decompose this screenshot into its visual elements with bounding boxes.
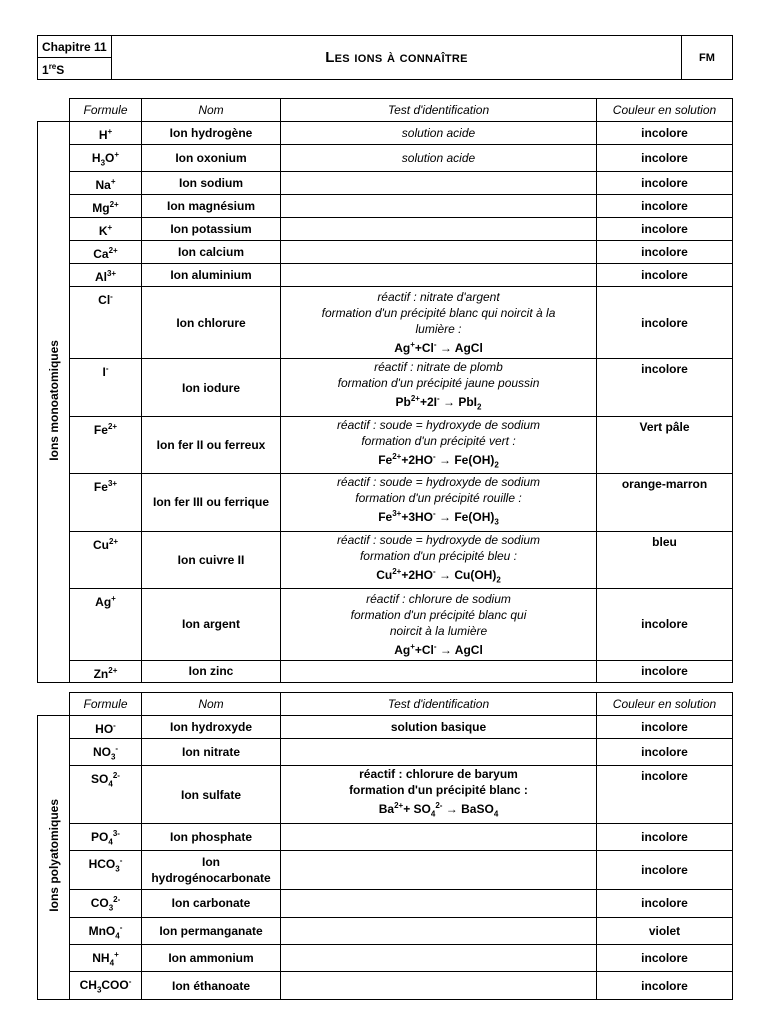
ion-name: Ion zinc [142,660,281,682]
ion-name: Ion éthanoate [142,972,281,999]
ion-name: Ion fer III ou ferrique [142,474,281,531]
solution-color: incolore [597,851,733,890]
test-line: formation d'un précipité jaune poussin [337,376,540,391]
ion-name: Ion fer II ou ferreux [142,416,281,473]
identification-test [281,716,597,739]
group-label-text: Ions monoatomiques [46,339,61,461]
test-line: formation d'un précipité rouille : [355,491,522,506]
ion-formula: $Ca^{2+}$ [70,241,142,264]
solution-color: incolore [597,739,733,766]
class-level-sup: re [48,62,57,71]
table-header-row [38,99,733,122]
header-corner [38,693,70,716]
test-line: $Fe^{2+}+2HO^- \to Fe(OH)_2$ [378,451,499,470]
identification-test [281,944,597,971]
solution-color: bleu [597,531,733,588]
test-line: solution basique [390,720,487,734]
table-row [38,972,733,999]
identification-test [281,890,597,917]
ion-formula: $SO_4^{2-}$ [70,766,142,823]
ion-name: Ion aluminium [142,264,281,287]
ion-name: Ion ammonium [142,944,281,971]
test-line: réactif : chlorure de baryum [359,767,518,782]
ion-name: Ion hydroxyde [142,716,281,739]
ion-name: Ion potassium [142,218,281,241]
ion-formula: H+ [70,122,142,145]
table-row [38,890,733,917]
ion-formula: Na+ [70,172,142,195]
identification-test [281,145,597,172]
solution-color: incolore [597,716,733,739]
identification-test [281,851,597,890]
ion-name: Ion hydrogène [142,122,281,145]
identification-test [281,287,597,359]
table-row [38,716,733,739]
test-line: formation d'un précipité blanc qui [350,607,527,622]
ion-formula: $HCO_3^-$ [70,851,142,890]
page-title [112,36,682,80]
solution-color: incolore [597,264,733,287]
test-line: réactif : soude = hydroxyde de sodium [336,532,541,547]
solution-color: incolore [597,172,733,195]
ion-formula: $Mg^{2+}$ [70,195,142,218]
table-row [38,766,733,823]
test-line: Ag++Cl- → AgCl [394,641,483,657]
test-line: $Cu^{2+}+2HO^- \to Cu(OH)_2$ [376,566,501,584]
solution-color: incolore [597,122,733,145]
column-header-color: Couleur en solution [597,99,733,122]
table-row [38,195,733,218]
ion-name: Ion oxonium [142,145,281,172]
identification-test [281,588,597,660]
chapter-label: Chapitre 11 [38,36,112,58]
table-row [38,416,733,473]
solution-color: incolore [597,287,733,359]
test-line: noircit à la lumière [389,623,488,638]
table-row [38,739,733,766]
test-line: réactif : soude = hydroxyde de sodium [336,417,541,432]
table-row [38,474,733,531]
identification-test [281,531,597,588]
table-row [38,218,733,241]
ion-formula: $CO_3^{2-}$ [70,890,142,917]
test-line: formation d'un précipité vert : [361,433,516,448]
solution-color: incolore [597,588,733,660]
table-row [38,264,733,287]
table-header-row [38,693,733,716]
table-row [38,823,733,850]
group-label [38,122,70,683]
identification-test [281,218,597,241]
table-row [38,660,733,682]
test-line: réactif : soude = hydroxyde de sodium [336,475,541,490]
ion-formula: $Al^{3+}$ [70,264,142,287]
ion-formula: $Zn^{2+}$ [70,660,142,682]
identification-test [281,241,597,264]
class-level-suffix: S [56,63,65,77]
identification-test [281,172,597,195]
class-level [38,58,112,80]
identification-test [281,264,597,287]
table-row [38,145,733,172]
ion-formula: HO- [70,716,142,739]
column-header-name: Nom [142,693,281,716]
solution-color: incolore [597,972,733,999]
identification-test [281,917,597,944]
table-row [38,172,733,195]
identification-test [281,823,597,850]
ion-name: Ion cuivre II [142,531,281,588]
test-line: $Ba^{2+}+ SO_4^{2-}$ → BaSO$_4$ [378,801,499,819]
test-line: $Fe^{3+}+3HO^- \to Fe(OH)_3$ [378,509,499,527]
identification-test [281,195,597,218]
page-title-text: Les ions à connaître [325,48,468,66]
ion-name: Ion argent [142,588,281,660]
test-line: réactif : nitrate d'argent [377,290,500,305]
monoatomic-ions-table [37,98,733,683]
ion-name: Ion phosphate [142,823,281,850]
column-header-test: Test d'identification [281,99,597,122]
solution-color: incolore [597,218,733,241]
ion-formula: $NH_4^+$ [70,944,142,971]
ion-formula: MnO$_4$- [70,917,142,944]
table-row [38,359,733,416]
solution-color: incolore [597,944,733,971]
test-line: solution acide [401,151,476,166]
solution-color: incolore [597,241,733,264]
header-corner [38,99,70,122]
test-line: réactif : nitrate de plomb [374,360,503,375]
test-line: Ag++Cl- → AgCl [394,340,483,356]
table-row [38,531,733,588]
ion-formula: $Fe^{2+}$ [70,416,142,473]
identification-test [281,766,597,823]
ion-formula: $CH_3COO^-$ [70,972,142,999]
identification-test [281,416,597,473]
ion-name: Ion sodium [142,172,281,195]
identification-test [281,122,597,145]
test-line: réactif : chlorure de sodium [366,591,511,606]
solution-color: violet [597,917,733,944]
ion-formula: $H_3O^+$ [70,145,142,172]
polyatomic-ions-table [37,692,733,1000]
table-row [38,851,733,890]
group-label-text: Ions polyatomiques [46,799,61,912]
table-row [38,917,733,944]
column-header-name: Nom [142,99,281,122]
ion-name: Ion sulfate [142,766,281,823]
solution-color: incolore [597,195,733,218]
identification-test [281,739,597,766]
ion-name: Ion nitrate [142,739,281,766]
table-row [38,944,733,971]
table-row [38,588,733,660]
page-header [37,35,733,80]
ion-formula: $Cu^{2+}$ [70,531,142,588]
table-row [38,287,733,359]
solution-color: incolore [597,359,733,416]
solution-color: incolore [597,890,733,917]
column-header-test: Test d'identification [281,693,597,716]
ion-name: Ion calcium [142,241,281,264]
solution-color: Vert pâle [597,416,733,473]
ion-formula: $PO_4^{3-}$ [70,823,142,850]
column-header-formula: Formule [70,99,142,122]
test-line: $Pb^{2+}+2I^- \to PbI_2$ [395,394,482,412]
ion-name: Ion magnésium [142,195,281,218]
ion-formula: $NO_3^-$ [70,739,142,766]
table-row [38,241,733,264]
author-initials: FM [682,36,733,80]
ion-name: Ion hydrogénocarbonate [142,851,281,890]
solution-color: orange-marron [597,474,733,531]
solution-color: incolore [597,145,733,172]
test-line: lumière : [415,322,462,337]
identification-test [281,660,597,682]
ion-formula: I- [70,359,142,416]
test-line: formation d'un précipité bleu : [359,548,518,563]
ion-formula: $Fe^{3+}$ [70,474,142,531]
ion-name: Ion iodure [142,359,281,416]
solution-color: incolore [597,766,733,823]
identification-test [281,474,597,531]
identification-test [281,359,597,416]
ion-formula: Cl- [70,287,142,359]
ion-name: Ion chlorure [142,287,281,359]
ion-name: Ion permanganate [142,917,281,944]
column-header-formula: Formule [70,693,142,716]
ion-formula: K+ [70,218,142,241]
ion-formula: Ag+ [70,588,142,660]
table-row [38,122,733,145]
test-line: solution acide [401,126,476,140]
test-line: formation d'un précipité blanc : [349,783,528,798]
test-line: formation d'un précipité blanc qui noircit à la [321,306,556,321]
solution-color: incolore [597,823,733,850]
column-header-color: Couleur en solution [597,693,733,716]
ion-name: Ion carbonate [142,890,281,917]
group-label [38,716,70,1000]
solution-color: incolore [597,660,733,682]
class-level-number: 1 [42,63,49,77]
identification-test [281,972,597,999]
